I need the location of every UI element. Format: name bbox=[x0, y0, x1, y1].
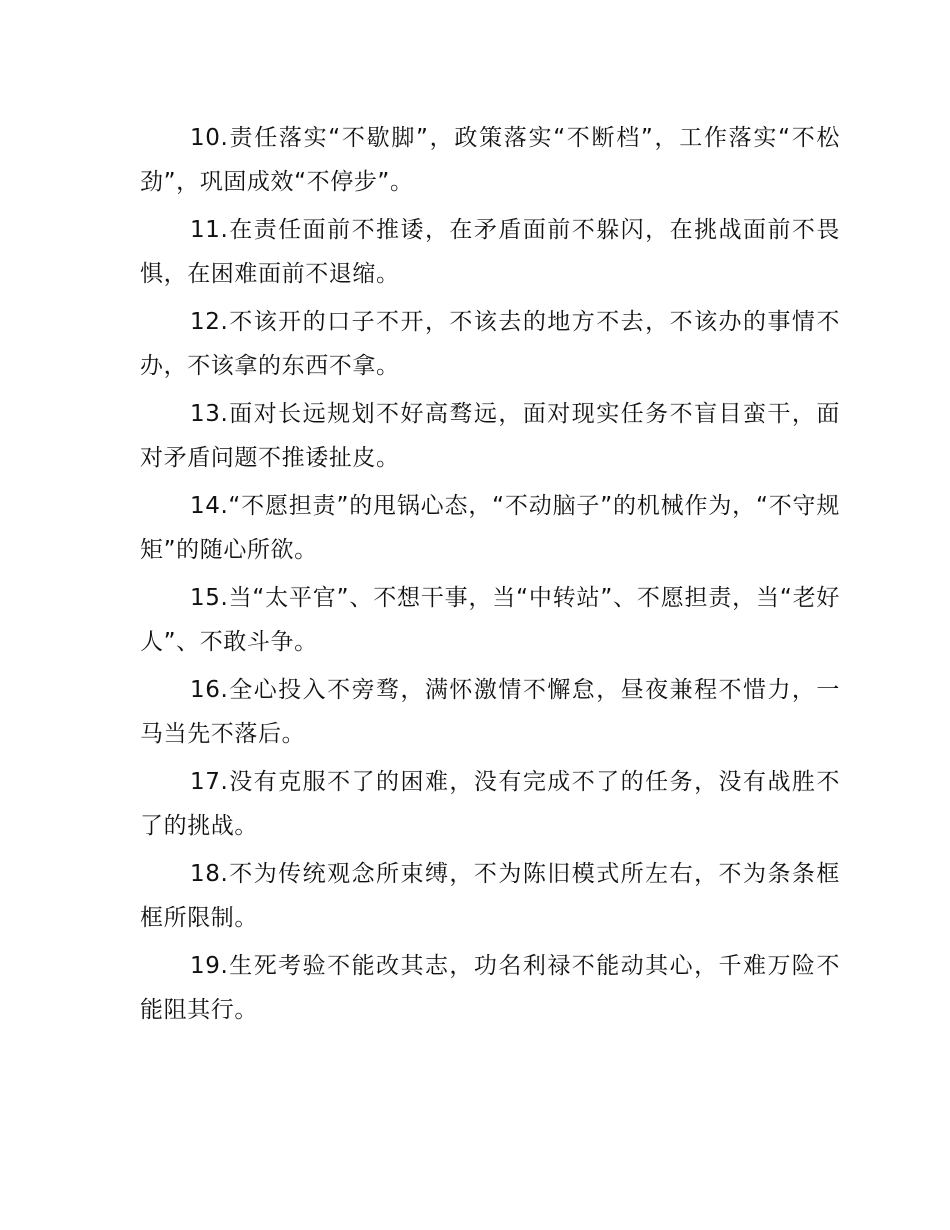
paragraph-10: 10.责任落实“不歇脚”，政策落实“不断档”，工作落实“不松劲”，巩固成效“不停步”。 bbox=[140, 125, 840, 195]
paragraph-15: 15.当“太平官”、不想干事，当“中转站”、不愿担责，当“老好人”、不敢斗争。 bbox=[140, 585, 840, 655]
paragraph-13: 13.面对长远规划不好高骛远，面对现实任务不盲目蛮干，面对矛盾问题不推诿扯皮。 bbox=[140, 401, 840, 471]
paragraph-12: 12.不该开的口子不开，不该去的地方不去，不该办的事情不办，不该拿的东西不拿。 bbox=[140, 309, 840, 379]
paragraph-18: 18.不为传统观念所束缚，不为陈旧模式所左右，不为条条框框所限制。 bbox=[140, 861, 840, 931]
paragraph-14: 14.“不愿担责”的甩锅心态，“不动脑子”的机械作为，“不守规矩”的随心所欲。 bbox=[140, 493, 840, 563]
paragraph-11: 11.在责任面前不推诿，在矛盾面前不躲闪，在挑战面前不畏惧，在困难面前不退缩。 bbox=[140, 217, 840, 287]
paragraph-17: 17.没有克服不了的困难，没有完成不了的任务，没有战胜不了的挑战。 bbox=[140, 769, 840, 839]
document-body bbox=[140, 116, 840, 1036]
paragraph-19: 19.生死考验不能改其志，功名利禄不能动其心，千难万险不能阻其行。 bbox=[140, 953, 840, 1023]
paragraph-16: 16.全心投入不旁骛，满怀激情不懈怠，昼夜兼程不惜力，一马当先不落后。 bbox=[140, 677, 840, 747]
